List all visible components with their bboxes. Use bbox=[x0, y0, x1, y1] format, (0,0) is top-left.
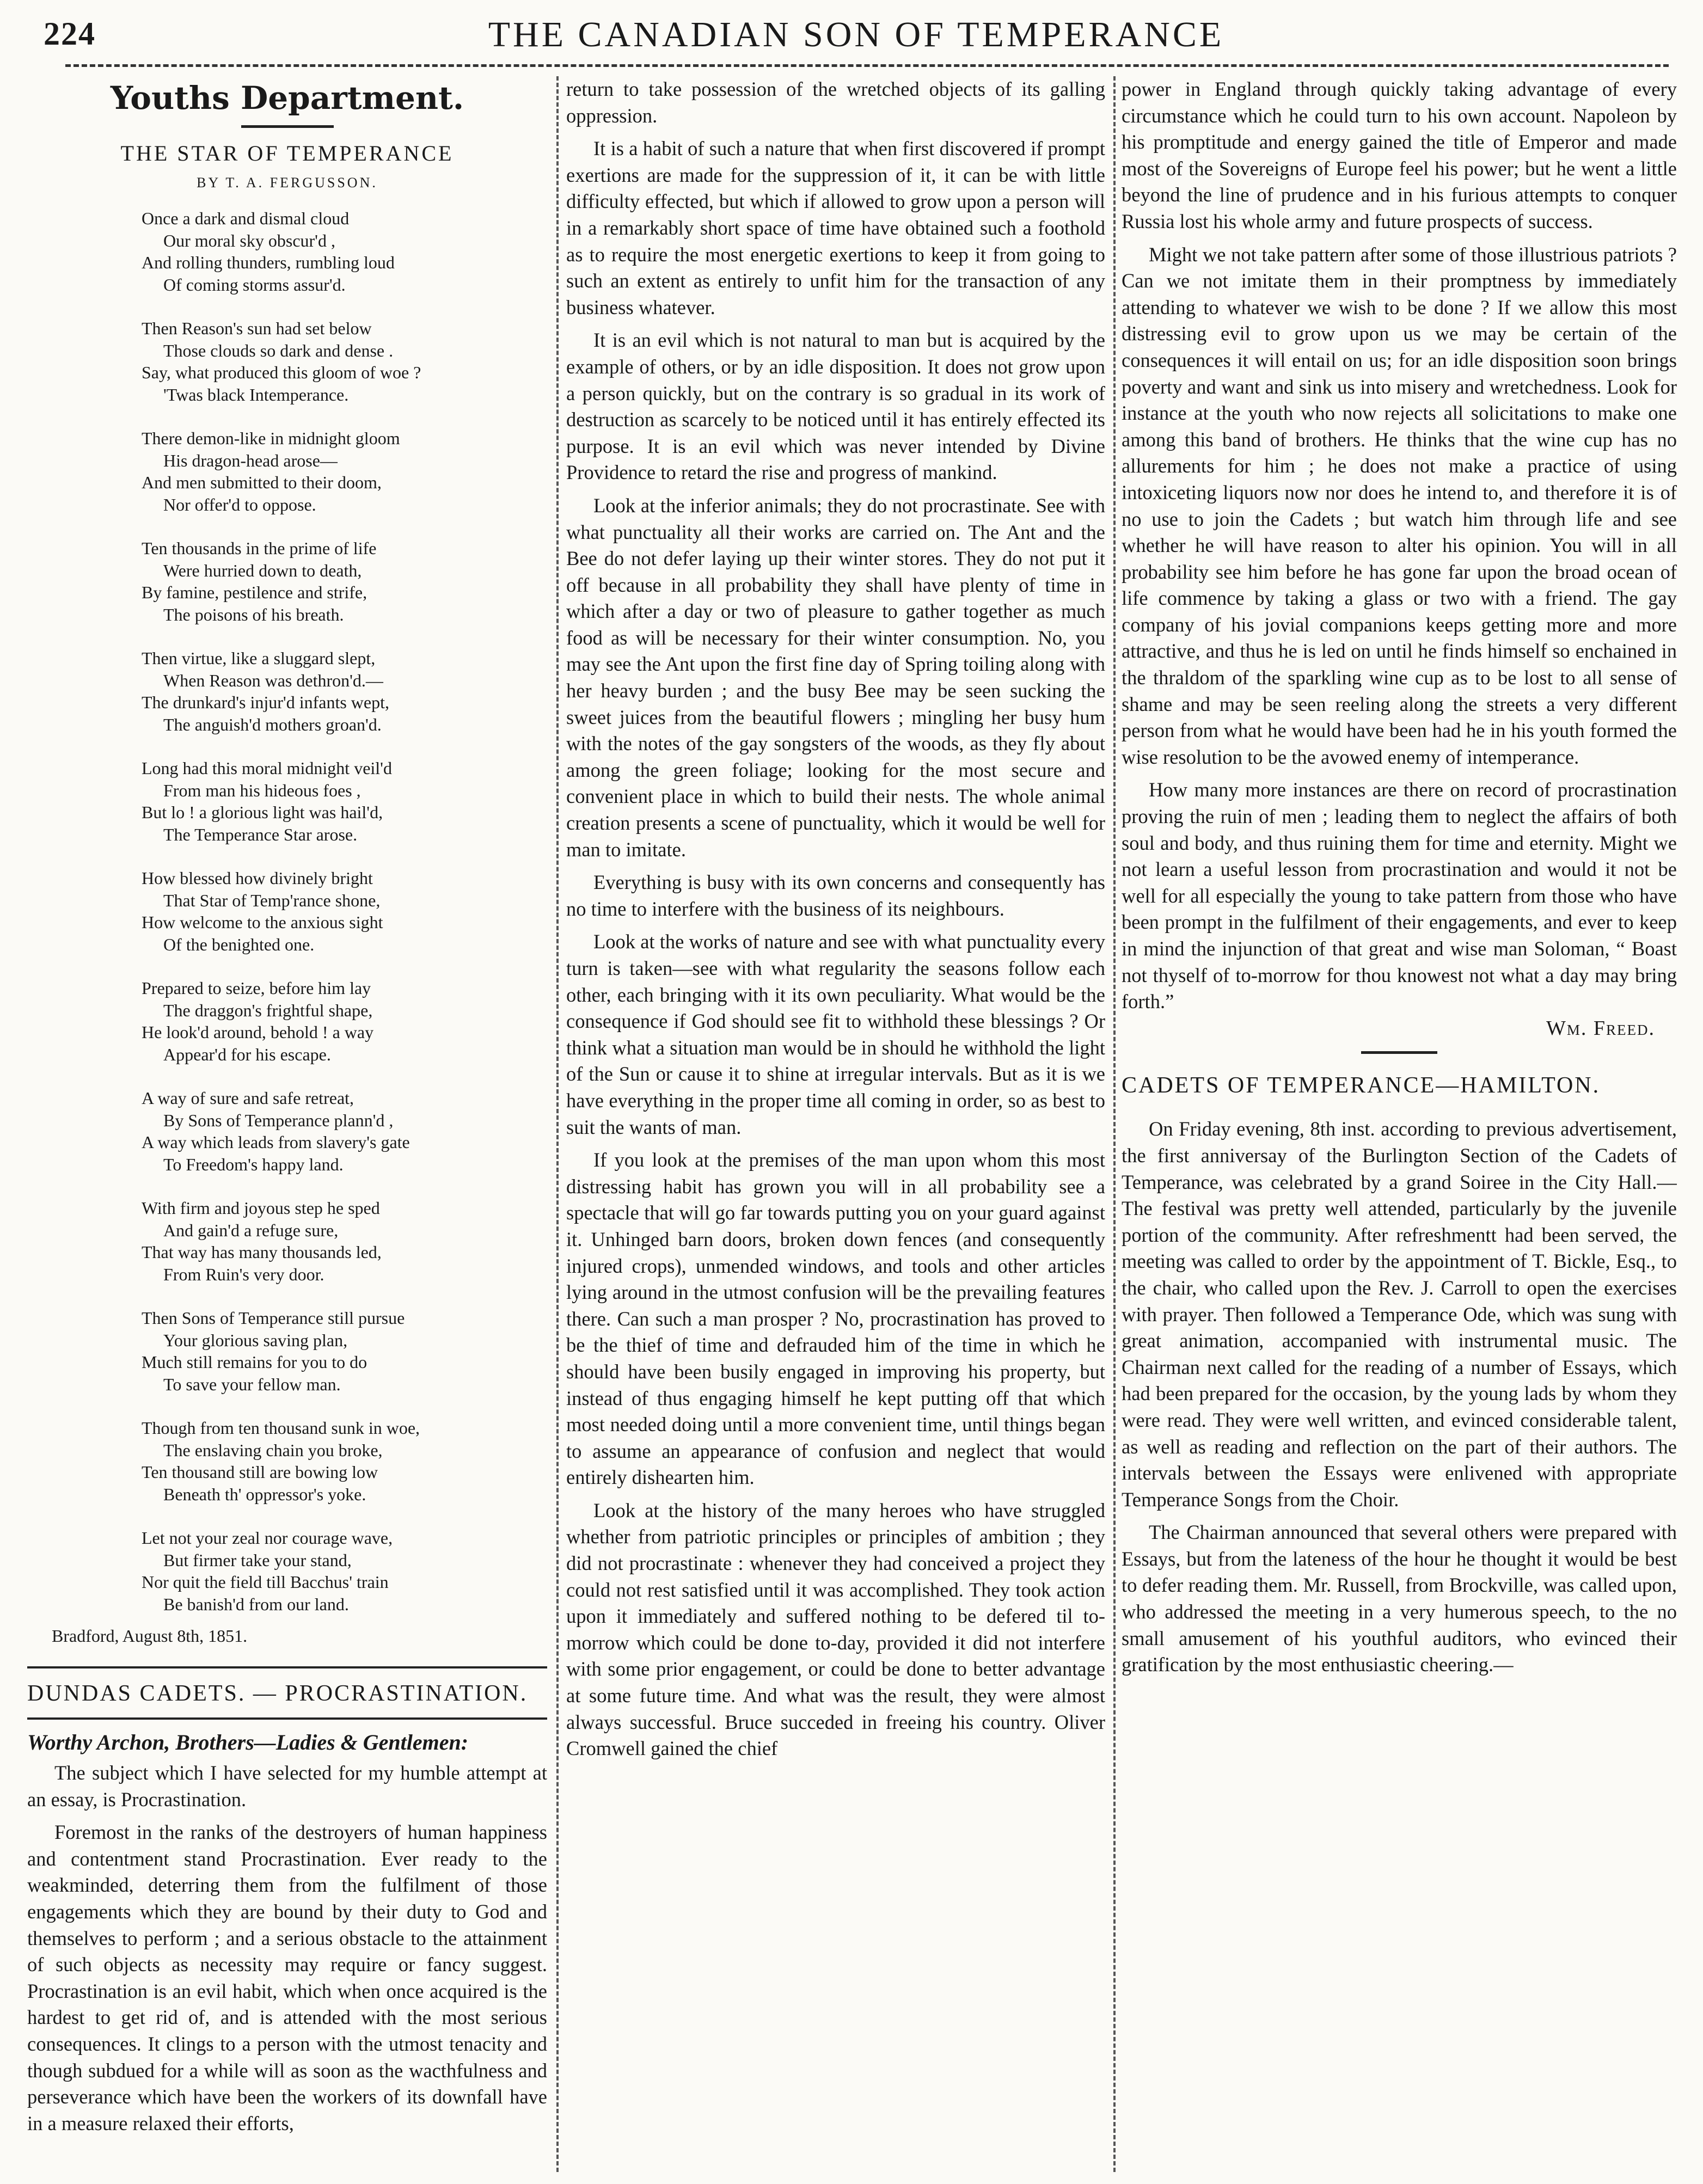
poem-line: Then virtue, like a sluggard slept, bbox=[142, 648, 376, 668]
poem-line: Of the benighted one. bbox=[163, 934, 315, 954]
poem-line: When Reason was dethron'd.— bbox=[163, 670, 383, 690]
title-rule bbox=[241, 125, 334, 128]
column-2 bbox=[566, 76, 1105, 1762]
column-divider bbox=[1113, 76, 1116, 2172]
paragraph: return to take possession of the wretched objects of its galling oppression. bbox=[566, 78, 1105, 127]
poem-stanza bbox=[142, 647, 547, 735]
poem-line: But lo ! a glorious light was hail'd, bbox=[142, 802, 383, 822]
paragraph: The Chairman announced that several others were prepared with Essays, but from the lateness of the hour he thought it would be best to defer reading them. Mr. Russell, from Brockville, was called upon, who addressed the meeting in a very humerous speech, to the no small amusement of his youthful auditors, who evinced their gratification by the most enthusiastic cheering.— bbox=[1122, 1521, 1677, 1676]
poem-line: And men submitted to their doom, bbox=[142, 473, 382, 492]
poem-stanza bbox=[142, 1417, 547, 1505]
poem-line: Then Reason's sun had set below bbox=[142, 318, 372, 338]
paragraph: If you look at the premises of the man upon whom this most distressing habit has grown you will in all probability see a spectacle that will go far towards putting you on your guard against it. Unhinged barn doors, broken down fences (and consequently injured crops), unmended windows, and tools and other articles lying around in the utmost confusion will be the prevailing features there. Can such a man prosper ? No, procrastination has proved to be the thief of time and defrauded him of the time in which he should have been busily engaged in improving his property, but instead of thus engaging himself he kept putting off that which most needed doing until a more convenient time, until things began to assume an appearance of confusion and neglect that would entirely dishearten him. bbox=[566, 1149, 1105, 1489]
poem-line: 'Twas black Intemperance. bbox=[163, 384, 349, 404]
poem-line: And rolling thunders, rumbling loud bbox=[142, 253, 395, 272]
paragraph: On Friday evening, 8th inst. according to previous advertisement, the first anniversay of the Burlington Section of the Cadets of Temperance, was celebrated by a grand Soiree in the City Hall.— The festival was pretty well attended, particularly by the juvenile portion of the community. After refreshmentt had been served, the meeting was called to order by the appointment of T. Bickle, Esq., to the chair, who called upon the Rev. J. Carroll to open the exercises with prayer. Then followed a Temperance Ode, which was sung with great animation, accompanied with instrumental music. The Chairman next called for the reading of a number of Essays, which had been prepared for the occasion, by the young lads by whom they were read. They were well written, and evinced considerable talent, as well as reading and reflection on the part of their authors. The intervals between the Essays were enlivened with appropriate Temperance Songs from the Choir. bbox=[1122, 1118, 1677, 1511]
paragraph: Look at the works of nature and see with what punctuality every turn is taken—see with what regularity the seasons follow each other, each bringing with it its own peculiarity. What would be the consequence if God should see fit to withhold these blessings ? Or think what a situation man would be in should he withhold the light of the Sun or cause it to shine at irregular intervals. But as it is we have everything in the proper time all coming in order, so as best to suit the wants of man. bbox=[566, 930, 1105, 1138]
section-rule bbox=[27, 1717, 547, 1720]
poem-line: How blessed how divinely bright bbox=[142, 868, 373, 888]
header-rule bbox=[65, 64, 1669, 67]
poem-line: The enslaving chain you broke, bbox=[163, 1440, 383, 1460]
poem-stanza bbox=[142, 427, 547, 516]
poem-stanza bbox=[142, 207, 547, 296]
poem-stanza bbox=[142, 1307, 547, 1395]
poem-line: There demon-like in midnight gloom bbox=[142, 428, 400, 448]
section-rule bbox=[27, 1666, 547, 1668]
column-3 bbox=[1122, 76, 1677, 1678]
poem-line: Once a dark and dismal cloud bbox=[142, 208, 350, 228]
poem-line: To save your fellow man. bbox=[163, 1374, 341, 1394]
paragraph: power in England through quickly taking advantage of every circumstance which he could turn to his own account. Napoleon by his promptitude and energy gained the title of Emperor and made most of the Sovereigns of Europe feel his power; but he went a little beyond the line of prudence and in his furious attempts to conquer Russia lost his whole army and future prospects of success. bbox=[1122, 78, 1677, 232]
poem-line: He look'd around, behold ! a way bbox=[142, 1022, 374, 1042]
poem-line: Let not your zeal nor courage wave, bbox=[142, 1528, 393, 1548]
paragraph: Foremost in the ranks of the destroyers of human happiness and contentment stand Procrastination. Ever ready to the weakminded, deterring them from the fulfilment of those engagements which they are bound by their duty to God and themselves to perform ; and a serious obstacle to the attainment of such objects as necessity may require or fancy suggest. Procrastination is an evil habit, which when once acquired is the hardest to get rid of, and is attended with the most serious consequences. It clings to a person with the utmost tenacity and though subdued for a while will as soon as the wacthfulness and perseverance which have been the workers of its downfall have in a measure relaxed their efforts, bbox=[27, 1821, 547, 2134]
page-number: 224 bbox=[44, 16, 96, 52]
poem-line: The poisons of his breath. bbox=[163, 604, 344, 624]
poem-line: Nor offer'd to oppose. bbox=[163, 494, 316, 514]
paragraph: Look at the history of the many heroes who have struggled whether from patriotic principles or principles of ambition ; they did not procrastinate : whenever they had conceived a project they could not rest satisfied until it was accomplished. They took action upon it immediately and suffered nothing to be defered til to-morrow which could be done to-day, provided it did not interfere with some prior engagement, or could be done to better advantage at some future time. And what was the result, they were almost always successful. Bruce succeded in freeing his country. Oliver Cromwell gained the chief bbox=[566, 1499, 1105, 1760]
poem-line: The Temperance Star arose. bbox=[163, 824, 358, 844]
essay-heading: DUNDAS CADETS. — PROCRASTINATION. bbox=[27, 1681, 528, 1706]
poem-line: Nor quit the field till Bacchus' train bbox=[142, 1572, 389, 1592]
poem-line: That way has many thousands led, bbox=[142, 1242, 382, 1262]
poem-line: Prepared to seize, before him lay bbox=[142, 978, 371, 998]
essay-salutation: Worthy Archon, Brothers—Ladies & Gentlemen: bbox=[27, 1730, 469, 1754]
poem-line: Long had this moral midnight veil'd bbox=[142, 758, 392, 778]
poem-line: Appear'd for his escape. bbox=[163, 1044, 331, 1064]
poem-line: Were hurried down to death, bbox=[163, 560, 362, 580]
poem-line: The drunkard's injur'd infants wept, bbox=[142, 692, 389, 712]
poem-line: Our moral sky obscur'd , bbox=[163, 230, 335, 250]
paragraph: The subject which I have selected for my humble attempt at an essay, is Procrastination. bbox=[27, 1762, 547, 1811]
poem-line: His dragon-head arose— bbox=[163, 450, 338, 470]
poem-line: And gain'd a refuge sure, bbox=[163, 1220, 339, 1240]
poem-line: Be banish'd from our land. bbox=[163, 1594, 349, 1614]
poem-line: Those clouds so dark and dense . bbox=[163, 340, 394, 360]
page-header bbox=[44, 12, 1669, 62]
paragraph: Might we not take pattern after some of those illustrious patriots ? Can we not imitate them in their promptness by immediately attending to whatever we wish to be done ? If we allow this most distressing evil to grow upon us we may be certain of the consequences it will entail on us; for an idle disposition soon brings poverty and want and sink us into misery and wretchedness. Look for instance at the youth who now rejects all solicitations to make one among this band of brothers. He thinks that the wine cup has no allurements for him ; he does not make a practice of using intoxiceting liquors now nor does he intend to, and therefore it is of no use to join the Cadets ; but watch him through life and see whether he will have reason to alter his opinion. You will in all probability see him before he has gone far upon the broad ocean of life commence by taking a glass or two with a friend. The gay company of his jovial companions keeps getting more and more attractive, and thus he is led on until he finds himself so enchained in the thraldom of the sparkling wine cup as to be lost to all sense of shame and may be seen reeling along the streets a very different person from what he would have been had he in his youth formed the wise resolution to be the avowed enemy of intemperance. bbox=[1122, 243, 1677, 768]
poem-stanza bbox=[142, 1087, 547, 1175]
poem-stanza bbox=[142, 867, 547, 955]
section-rule bbox=[1361, 1051, 1437, 1054]
poem-line: Say, what produced this gloom of woe ? bbox=[142, 363, 421, 382]
poem-line: How welcome to the anxious sight bbox=[142, 912, 383, 932]
poem-line: A way which leads from slavery's gate bbox=[142, 1132, 410, 1152]
poem-stanza bbox=[142, 317, 547, 406]
poem-line: Much still remains for you to do bbox=[142, 1352, 367, 1372]
masthead-title: THE CANADIAN SON OF TEMPERANCE bbox=[488, 15, 1224, 54]
poem-stanza bbox=[142, 537, 547, 625]
paragraph: Everything is busy with its own concerns and consequently has no time to interfere with the business of its neighbours. bbox=[566, 871, 1105, 920]
poem-line: But firmer take your stand, bbox=[163, 1550, 352, 1570]
essay-signature: Wm. Freed. bbox=[1546, 1016, 1655, 1040]
poem-dateline: Bradford, August 8th, 1851. bbox=[52, 1626, 248, 1646]
poem-line: With firm and joyous step he sped bbox=[142, 1198, 380, 1218]
poem-stanza bbox=[142, 1527, 547, 1615]
poem-line: Of coming storms assur'd. bbox=[163, 274, 346, 295]
poem-line: From Ruin's very door. bbox=[163, 1264, 324, 1284]
poem-line: That Star of Temp'rance shone, bbox=[163, 890, 381, 910]
poem-line: A way of sure and safe retreat, bbox=[142, 1088, 354, 1108]
column-divider bbox=[556, 76, 559, 2172]
paragraph: It is an evil which is not natural to man but is acquired by the example of others, or by an idle disposition. It does not grow upon a person quickly, but on the contrary is so gradual in its work of destruction as scarcely to be noticed until it has entirely effected its purpose. It is an evil which was never intended by Divine Providence to retard the rise and progress of mankind. bbox=[566, 329, 1105, 484]
poem-line: Your glorious saving plan, bbox=[163, 1330, 348, 1350]
department-title: Youths Department. bbox=[110, 79, 464, 116]
poem-body bbox=[27, 207, 547, 1615]
poem-byline: BY T. A. FERGUSSON. bbox=[197, 175, 378, 191]
poem-line: Ten thousand still are bowing low bbox=[142, 1462, 378, 1482]
paragraph: How many more instances are there on record of procrastination proving the ruin of men ; leading them to neglect the affairs of both soul and body, and thus ruining them for time and eternity. Might we not learn a useful lesson from procrastination and would it not be well for all especially the young to take pattern from those who have been prompt in the fulfilment of their engagements, and ever to keep in mind the injunction of that great and wise man Soloman, “ Boast not thyself of to-morrow for thou knowest not what a day may bring forth.” bbox=[1122, 778, 1677, 1013]
poem-line: Then Sons of Temperance still pursue bbox=[142, 1308, 405, 1328]
poem-line: By Sons of Temperance plann'd , bbox=[163, 1110, 394, 1130]
poem-line: Though from ten thousand sunk in woe, bbox=[142, 1418, 420, 1438]
column-1 bbox=[27, 76, 547, 2137]
poem-line: The anguish'd mothers groan'd. bbox=[163, 714, 382, 734]
poem-stanza bbox=[142, 1197, 547, 1285]
poem-line: To Freedom's happy land. bbox=[163, 1154, 344, 1174]
report-heading: CADETS OF TEMPERANCE—HAMILTON. bbox=[1122, 1073, 1601, 1099]
poem-line: Ten thousands in the prime of life bbox=[142, 538, 377, 558]
paragraph: Look at the inferior animals; they do not procrastinate. See with what punctuality all their works are carried on. The Ant and the Bee do not defer laying up their winter stores. They do not put it off because in all probability they shall have plenty of time in which after a day or two of pleasure to gather together as much food as will be necessary for their winter consumption. No, you may see the Ant upon the first fine day of Spring toiling along with her heavy burden ; and the busy Bee may be seen sucking the sweet juices from the beautiful flowers ; mingling her busy hum with the notes of the gay songsters of the woods, as they fly about among the green foliage; looking for the most secure and convenient place in which to build their nests. The whole animal creation presents a scene of punctuality, which it would be well for man to imitate. bbox=[566, 494, 1105, 861]
poem-stanza bbox=[142, 977, 547, 1065]
paragraph: It is a habit of such a nature that when first discovered if prompt exertions are made for the suppression of it, it can be with little difficulty effected, but which if allowed to grow upon a person will in a remarkably short space of time have obtained such a foothold as to require the most energetic exertions to keep it from going to such an extent as entirely to unfit him for the transaction of any business whatever. bbox=[566, 137, 1105, 318]
poem-stanza bbox=[142, 757, 547, 845]
poem-title: THE STAR OF TEMPERANCE bbox=[120, 141, 454, 165]
poem-line: By famine, pestilence and strife, bbox=[142, 582, 367, 602]
poem-line: From man his hideous foes , bbox=[163, 780, 361, 800]
poem-line: Beneath th' oppressor's yoke. bbox=[163, 1484, 366, 1504]
poem-line: The draggon's frightful shape, bbox=[163, 1000, 373, 1020]
